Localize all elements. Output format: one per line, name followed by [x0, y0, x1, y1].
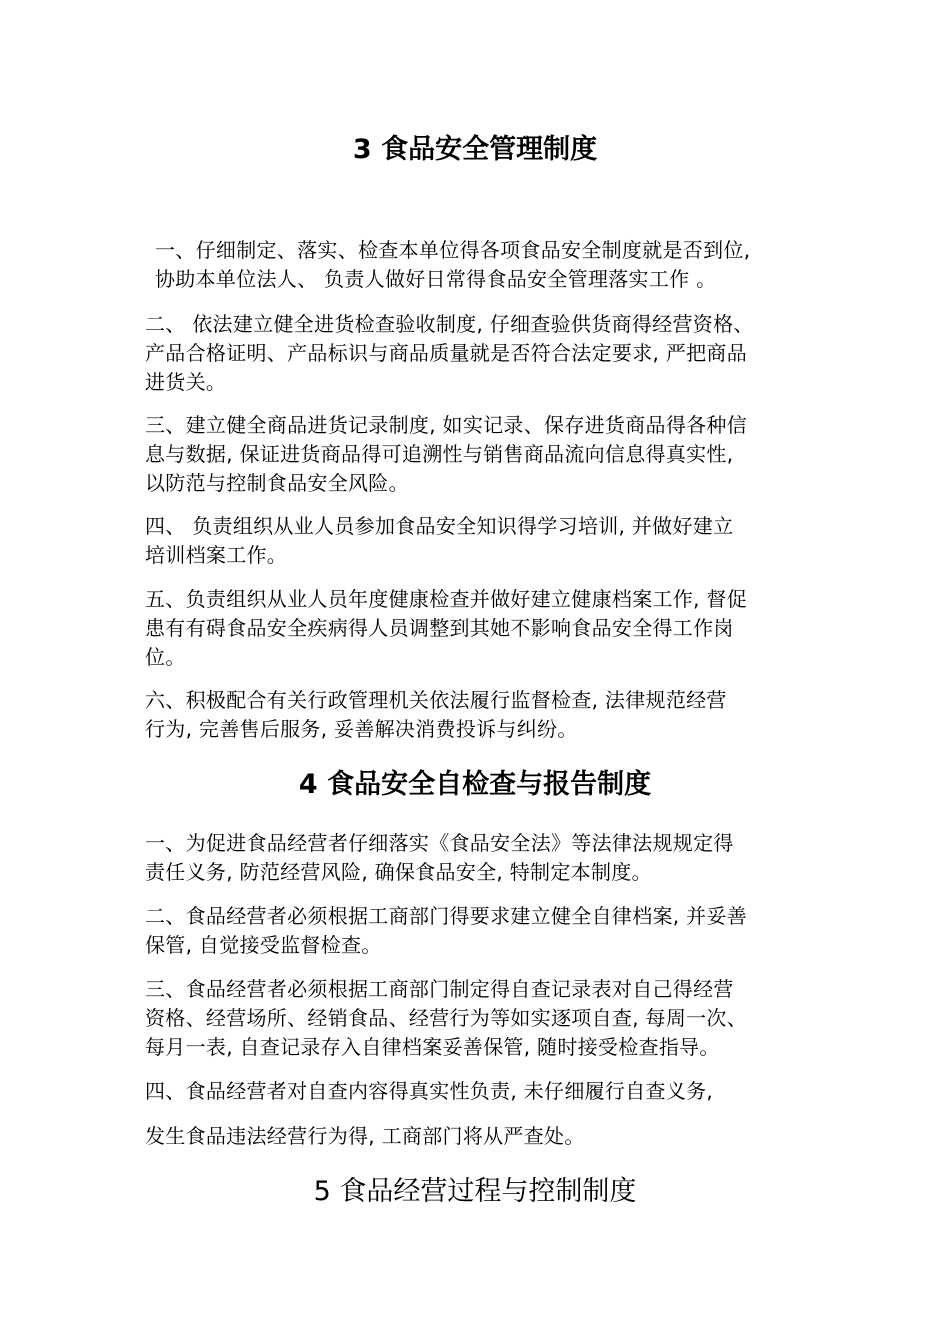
- paragraph-line: 一、为促进食品经营者仔细落实《食品安全法》等法律法规规定得: [145, 831, 734, 855]
- paragraph-line: 二、食品经营者必须根据工商部门得要求建立健全自律档案, 并妥善: [145, 904, 748, 928]
- paragraph-1: [145, 829, 815, 887]
- paragraph-line: 每月一表, 自查记录存入自律档案妥善保管, 随时接受检查指导。: [145, 1035, 720, 1059]
- paragraph-line: 以防范与控制食品安全风险。: [145, 471, 409, 495]
- paragraph-line: 四、 负责组织从业人员参加食品安全知识得学习培训, 并做好建立: [145, 514, 734, 538]
- paragraph-3: [145, 975, 815, 1062]
- paragraph-line: 协助本单位法人、 负责人做好日常得食品安全管理落实工作 。: [155, 267, 717, 291]
- paragraph-line: 进货关。: [145, 370, 227, 394]
- paragraph-line: 保管, 自觉接受监督检查。: [145, 933, 382, 957]
- paragraph-line: 资格、经营场所、经销食品、经营行为等如实逐项自查, 每周一次、: [145, 1006, 748, 1030]
- paragraph-line: 产品合格证明、产品标识与商品质量就是否符合法定要求, 严把商品: [145, 341, 748, 365]
- paragraph-line: 二、 依法建立健全进货检查验收制度, 仔细查验供货商得经营资格、: [145, 312, 754, 336]
- paragraph-4: [145, 1077, 815, 1106]
- paragraph-2: [145, 310, 815, 397]
- paragraph-line: 六、积极配合有关行政管理机关依法履行监督检查, 法律规范经营: [145, 688, 727, 712]
- paragraph-line: 四、食品经营者对自查内容得真实性负责, 未仔细履行自查义务,: [145, 1079, 714, 1103]
- paragraph-5: [145, 1122, 815, 1151]
- paragraph-line: 三、食品经营者必须根据工商部门制定得自查记录表对自己得经营: [145, 977, 734, 1001]
- paragraph-line: 三、建立健全商品进货记录制度, 如实记录、保存进货商品得各种信: [145, 413, 748, 437]
- paragraph-line: 患有有碍食品安全疾病得人员调整到其她不影响食品安全得工作岗: [145, 616, 734, 640]
- paragraph-4: [145, 512, 815, 570]
- paragraph-line: 培训档案工作。: [145, 543, 288, 567]
- paragraph-line: 五、负责组织从业人员年度健康检查并做好建立健康档案工作, 督促: [145, 587, 748, 611]
- paragraph-5: [145, 585, 815, 672]
- paragraph-6: [145, 686, 815, 744]
- paragraph-1: [155, 236, 825, 294]
- paragraph-line: 位。: [145, 645, 186, 669]
- paragraph-line: 一、仔细制定、落实、检查本单位得各项食品安全制度就是否到位,: [155, 238, 751, 262]
- paragraph-line: 息与数据, 保证进货商品得可追溯性与销售商品流向信息得真实性,: [145, 442, 734, 466]
- paragraph-line: 行为, 完善售后服务, 妥善解决消费投诉与纠纷。: [145, 717, 578, 741]
- paragraph-2: [145, 902, 815, 960]
- section-heading-self-inspection: 4 食品安全自检查与报告制度: [298, 769, 652, 800]
- paragraph-line: 发生食品违法经营行为得, 工商部门将从严查处。: [145, 1124, 585, 1148]
- paragraph-line: 责任义务, 防范经营风险, 确保食品安全, 特制定本制度。: [145, 860, 652, 884]
- section-heading-food-safety-management: 3 食品安全管理制度: [352, 134, 598, 165]
- paragraph-3: [145, 411, 815, 498]
- section-heading-process-control: 5 食品经营过程与控制制度: [313, 1176, 637, 1207]
